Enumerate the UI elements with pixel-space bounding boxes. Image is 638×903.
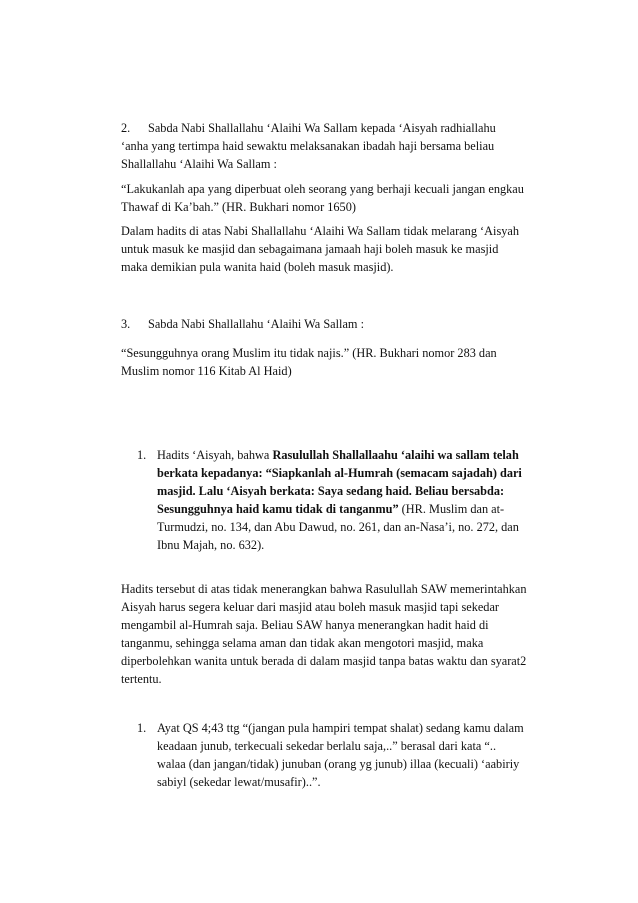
hadith-line-3: masjid. Lalu ‘Aisyah berkata: Saya sedang haid. Beliau bersabda: (157, 484, 505, 498)
section-3-number: 3. (121, 317, 131, 331)
hadith-list-number: 1. (137, 448, 147, 462)
section-2-quote-line-1: “Lakukanlah apa yang diperbuat oleh seorang yang berhaji kecuali jangan engkau (121, 182, 524, 196)
conclusion-line-6: tertentu. (121, 672, 162, 686)
conclusion-line-5: diperbolehkan wanita untuk berada di dalam masjid tanpa batas waktu dan syarat2 (121, 654, 527, 668)
section-2-heading-line-1: Sabda Nabi Shallallahu ‘Alaihi Wa Sallam kepada ‘Aisyah radhiallahu (148, 121, 496, 135)
hadith-list-item (137, 446, 557, 554)
section-2-explanation-line-1: Dalam hadits di atas Nabi Shallallahu ‘Alaihi Wa Sallam tidak melarang ‘Aisyah (121, 224, 519, 238)
ayat-line-2: keadaan junub, terkecuali sekedar berlalu saja,..” berasal dari kata “.. (157, 739, 497, 753)
section-3-quote-line-1: “Sesungguhnya orang Muslim itu tidak najis.” (HR. Bukhari nomor 283 dan (121, 346, 497, 360)
hadith-line-4a: Sesungguhnya haid kamu tidak di tanganmu” (157, 502, 399, 516)
ayat-line-4: sabiyl (sekedar lewat/musafir)..”. (157, 775, 321, 789)
section-2-explanation-line-3: maka demikian pula wanita haid (boleh masuk masjid). (121, 260, 394, 274)
section-3-heading-text: Sabda Nabi Shallallahu ‘Alaihi Wa Sallam : (148, 317, 364, 331)
section-3-quote (121, 344, 551, 380)
hadith-line-5: Turmudzi, no. 134, dan Abu Dawud, no. 261, dan an-Nasa’i, no. 272, dan (157, 520, 519, 534)
hadith-line-4b: (HR. Muslim dan at- (398, 502, 505, 516)
ayat-list-item (137, 719, 557, 791)
section-3-heading (121, 315, 551, 333)
section-2-heading-line-3: Shallallahu ‘Alaihi Wa Sallam : (121, 157, 277, 171)
section-2-explanation (121, 222, 551, 276)
section-2-number: 2. (121, 121, 131, 135)
conclusion-line-1: Hadits tersebut di atas tidak menerangkan bahwa Rasulullah SAW memerintahkan (121, 582, 527, 596)
section-3-quote-line-2: Muslim nomor 116 Kitab Al Haid) (121, 364, 292, 378)
section-2-quote (121, 180, 551, 216)
conclusion-line-3: mengambil al-Humrah saja. Beliau SAW hanya menerangkan hadit haid di (121, 618, 489, 632)
hadith-line-6: Ibnu Majah, no. 632). (157, 538, 265, 552)
ayat-line-3: walaa (dan jangan/tidak) junuban (orang yg junub) illaa (kecuali) ‘aabiriy (157, 757, 520, 771)
hadith-line-1b: Rasulullah Shallallaahu ‘alaihi wa sallam telah (272, 448, 519, 462)
conclusion-line-4: tanganmu, sehingga selama aman dan tidak akan mengotori masjid, maka (121, 636, 484, 650)
section-2-quote-line-2: Thawaf di Ka’bah.” (HR. Bukhari nomor 1650) (121, 200, 356, 214)
section-2-heading-line-2: ‘anha yang tertimpa haid sewaktu melaksanakan ibadah haji bersama beliau (121, 139, 495, 153)
conclusion-paragraph (121, 580, 551, 688)
section-2-heading (121, 119, 551, 173)
conclusion-line-2: Aisyah harus segera keluar dari masjid atau boleh masuk masjid tapi sekedar (121, 600, 500, 614)
hadith-line-1a: Hadits ‘Aisyah, bahwa (157, 448, 273, 462)
section-2-explanation-line-2: untuk masuk ke masjid dan sebagaimana jamaah haji boleh masuk ke masjid (121, 242, 499, 256)
ayat-line-1: Ayat QS 4;43 ttg “(jangan pula hampiri tempat shalat) sedang kamu dalam (157, 721, 524, 735)
hadith-line-2: berkata kepadanya: “Siapkanlah al-Humrah (semacam sajadah) dari (157, 466, 522, 480)
ayat-list-number: 1. (137, 721, 147, 735)
